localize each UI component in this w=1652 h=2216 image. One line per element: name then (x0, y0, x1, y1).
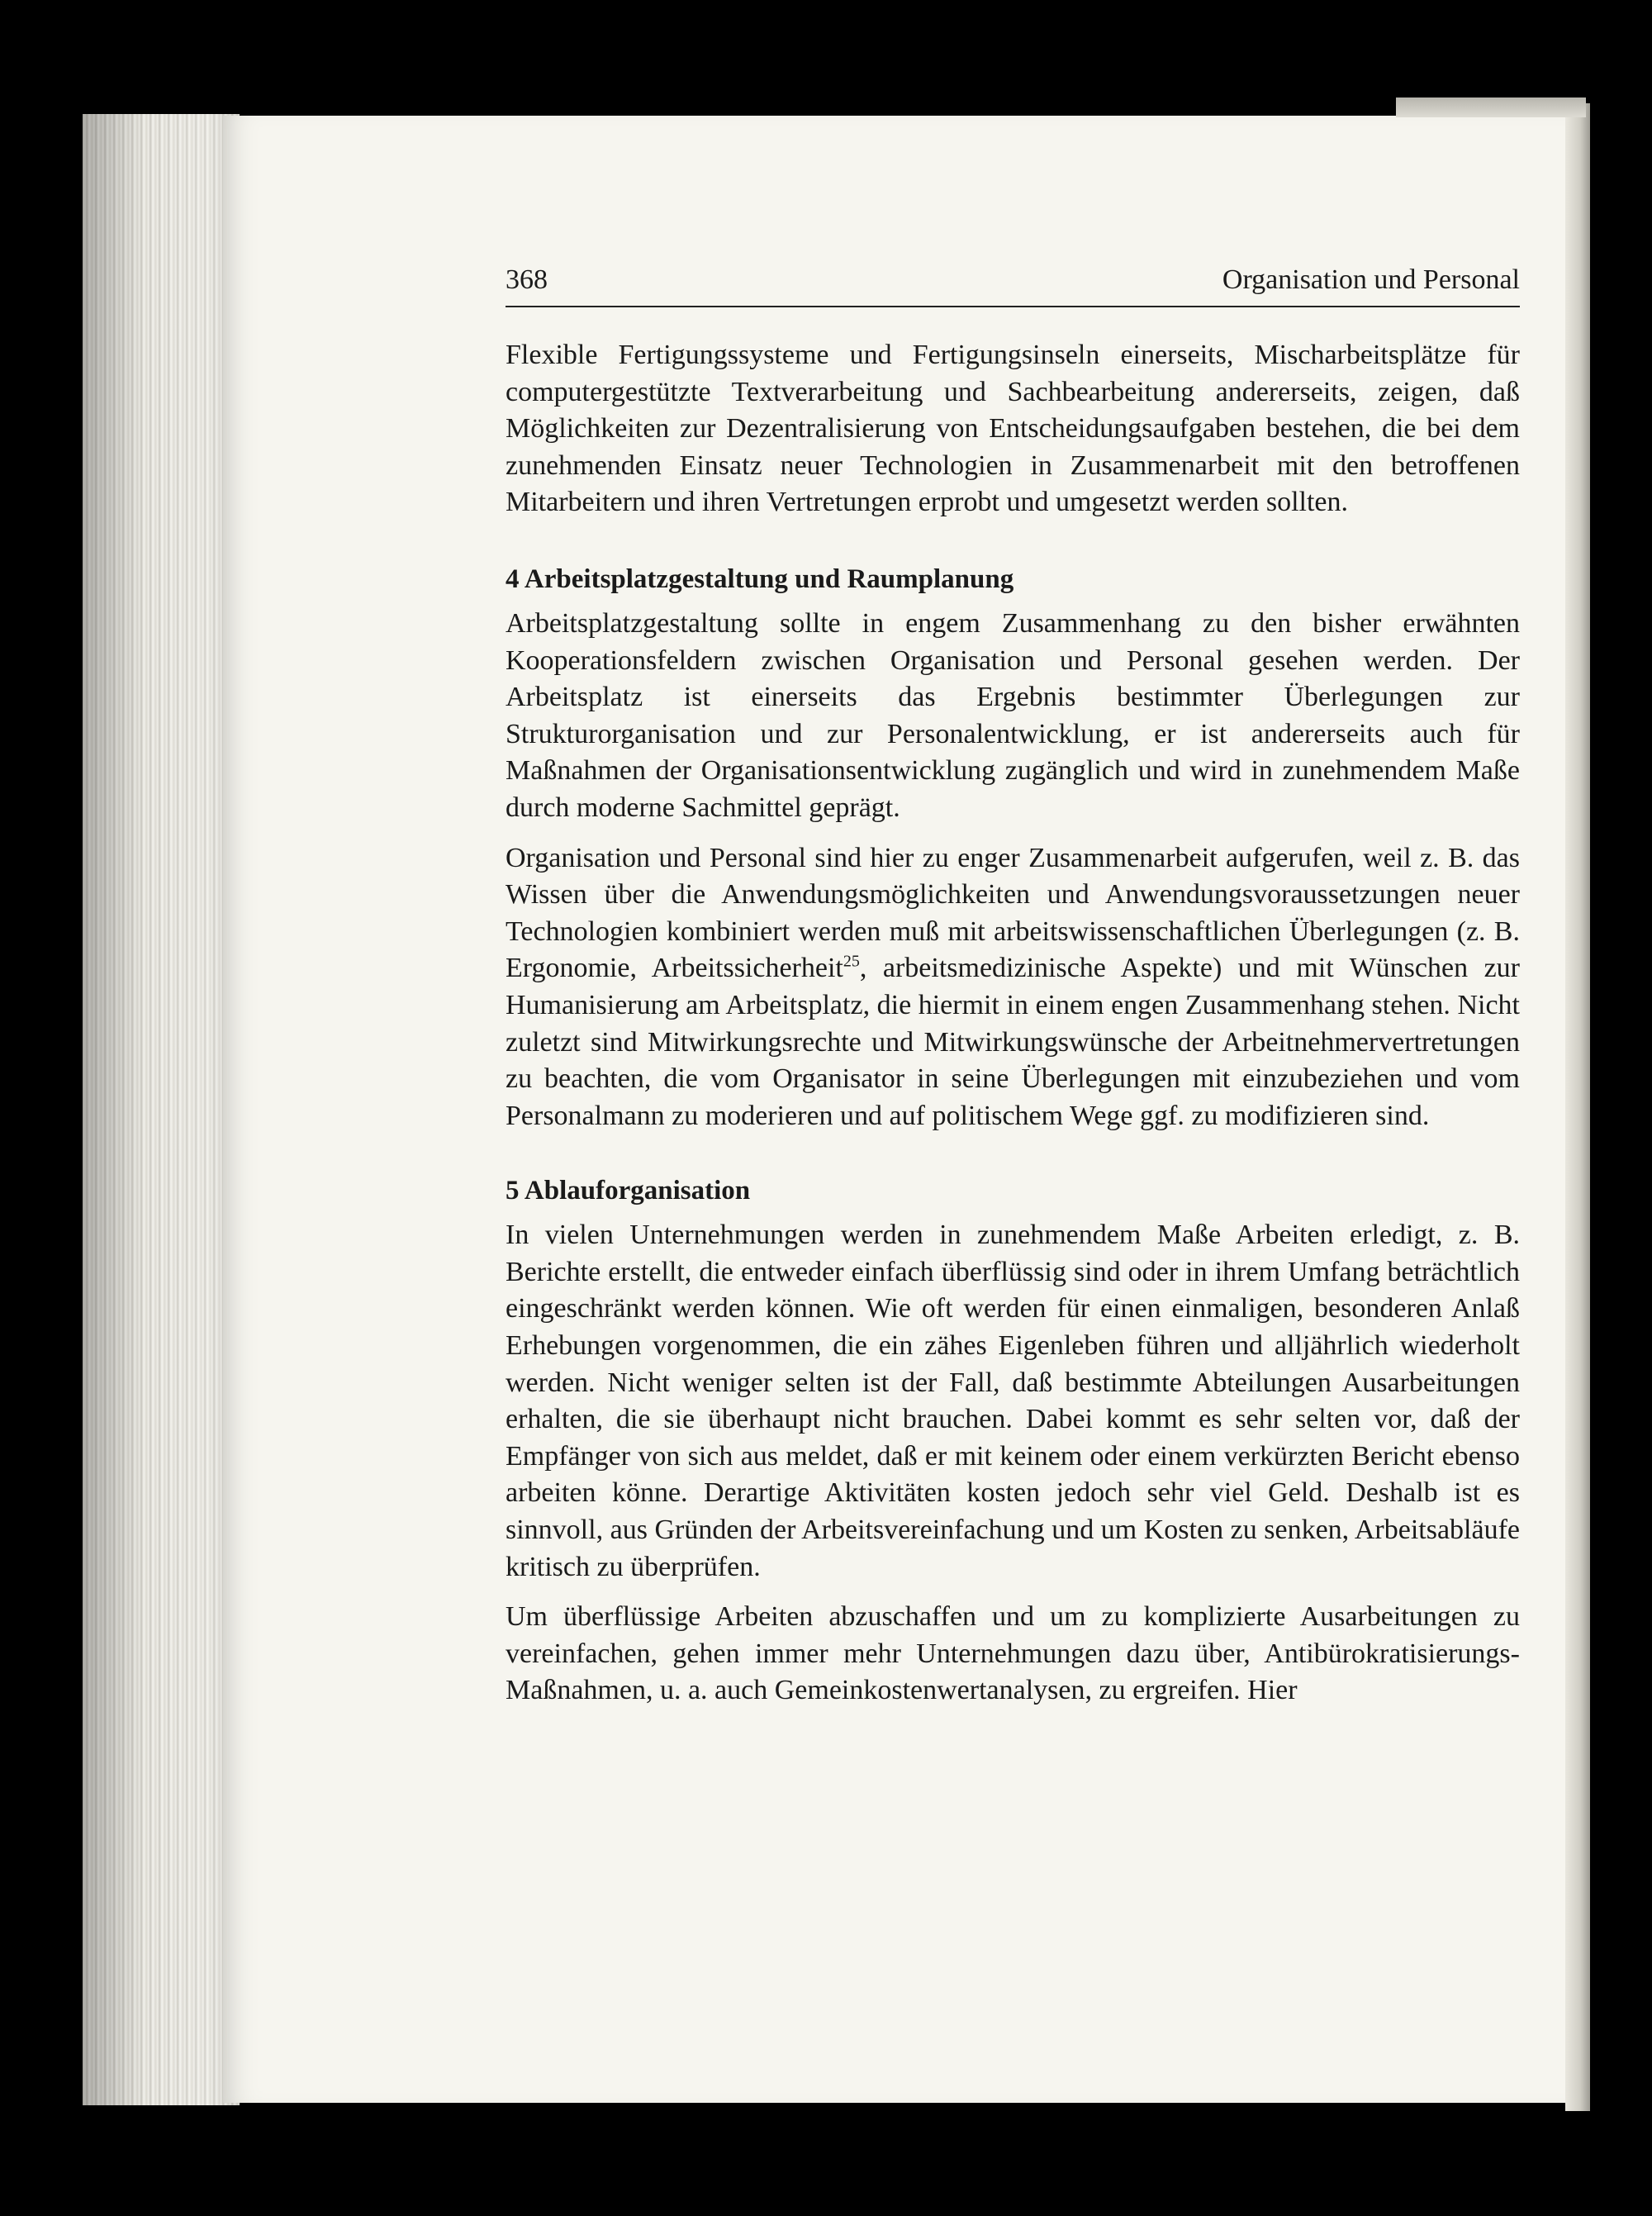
page-number: 368 (506, 264, 548, 295)
intro-paragraph: Flexible Fertigungssysteme und Fertigungsinseln einerseits, Mischarbeitsplätze für computergestützte Textverarbeitung und Sachbearbeitung andererseits, zeigen, daß Möglichkeiten zur Dezentralisierung von Entscheidungsaufgaben bestehen, die bei dem zunehmenden Einsatz neuer Technologien in Zusammenarbeit mit den betroffenen Mitarbeitern und ihren Vertretungen erprobt und umgesetzt werden sollten. (506, 340, 1520, 518)
section-5-title: 5 Ablauforganisation (506, 1176, 751, 1206)
section-5-paragraph-1: In vielen Unternehmungen werden in zunehmendem Maße Arbeiten erledigt, z. B. Berichte erstellt, die entweder einfach überflüssig sind oder in ihrem Umfang beträchtlich eingeschränkt werden können. Wie oft werden für einen einmaligen, besonderen Anlaß Erhebungen vorgenommen, die ein zähes Eigenleben führen und alljährlich wiederholt werden. Nicht weniger selten ist der Fall, daß bestimmte Abteilungen Ausarbeitungen erhalten, die sie überhaupt nicht brauchen. Dabei kommt es sehr selten vor, daß der Empfänger von sich aus meldet, daß er mit keinem oder einem verkürzten Bericht ebenso arbeiten könne. Derartige Aktivitäten kosten jedoch sehr viel Geld. Deshalb ist es sinnvoll, aus Gründen der Arbeitsvereinfachung und um Kosten zu senken, Arbeitsabläufe kritisch zu überprüfen. (506, 1220, 1520, 1582)
section-4-title: 4 Arbeitsplatzgestaltung und Raumplanung (506, 564, 1014, 594)
book-page-edges (83, 114, 240, 2105)
book-right-edge (1565, 103, 1590, 2111)
running-title: Organisation und Personal (1222, 264, 1520, 295)
section-4-paragraph-2 (506, 840, 1520, 1135)
section-4-paragraph-1: Arbeitsplatzgestaltung sollte in engem Zusammenhang zu den bisher erwähnten Kooperationsfeldern zwischen Organisation und Personal gesehen werden. Der Arbeitsplatz ist einerseits das Ergebnis bestimmter Überlegungen zur Strukturorganisation und zur Personalentwicklung, er ist andererseits auch für Maßnahmen der Organisationsentwicklung zugänglich und wird in zunehmendem Maße durch moderne Sachmittel geprägt. (506, 607, 1520, 823)
footnote-reference: 25 (843, 952, 860, 971)
running-header (506, 263, 1520, 307)
section-5-paragraph-2: Um überflüssige Arbeiten abzuschaffen und um zu komplizierte Ausarbeitungen zu vereinfachen, gehen immer mehr Unternehmungen dazu über, Antibürokratisierungs-Maßnahmen, u. a. auch Gemeinkostenwertanalysen, zu ergreifen. Hier (506, 1601, 1520, 1706)
section-4-paragraph-2-text-a: Organisation und Personal sind hier zu enger Zusammenarbeit aufgerufen, weil z. B. das Wissen über die Anwendungsmöglichkeiten und Anwendungsvoraussetzungen neuer Technologien kombiniert werden muß mit arbeitswissenschaftlichen Überlegungen (z. B. Ergonomie, Arbeitssicherheit (506, 842, 1520, 984)
page-content (506, 263, 1520, 1710)
section-4-paragraph-2-text-b: , arbeitsmedizinische Aspekte) und mit Wünschen zur Humanisierung am Arbeitsplatz, die hiermit in einem engen Zusammenhang stehen. Nicht zuletzt sind Mitwirkungsrechte und Mitwirkungswünsche der Arbeitnehmervertretungen zu beachten, die vom Organisator in seine Überlegungen mit einzubeziehen und vom Personalmann zu moderieren und auf politischem Wege ggf. zu modifizieren sind. (506, 953, 1521, 1131)
book-top-edge (1396, 97, 1586, 117)
